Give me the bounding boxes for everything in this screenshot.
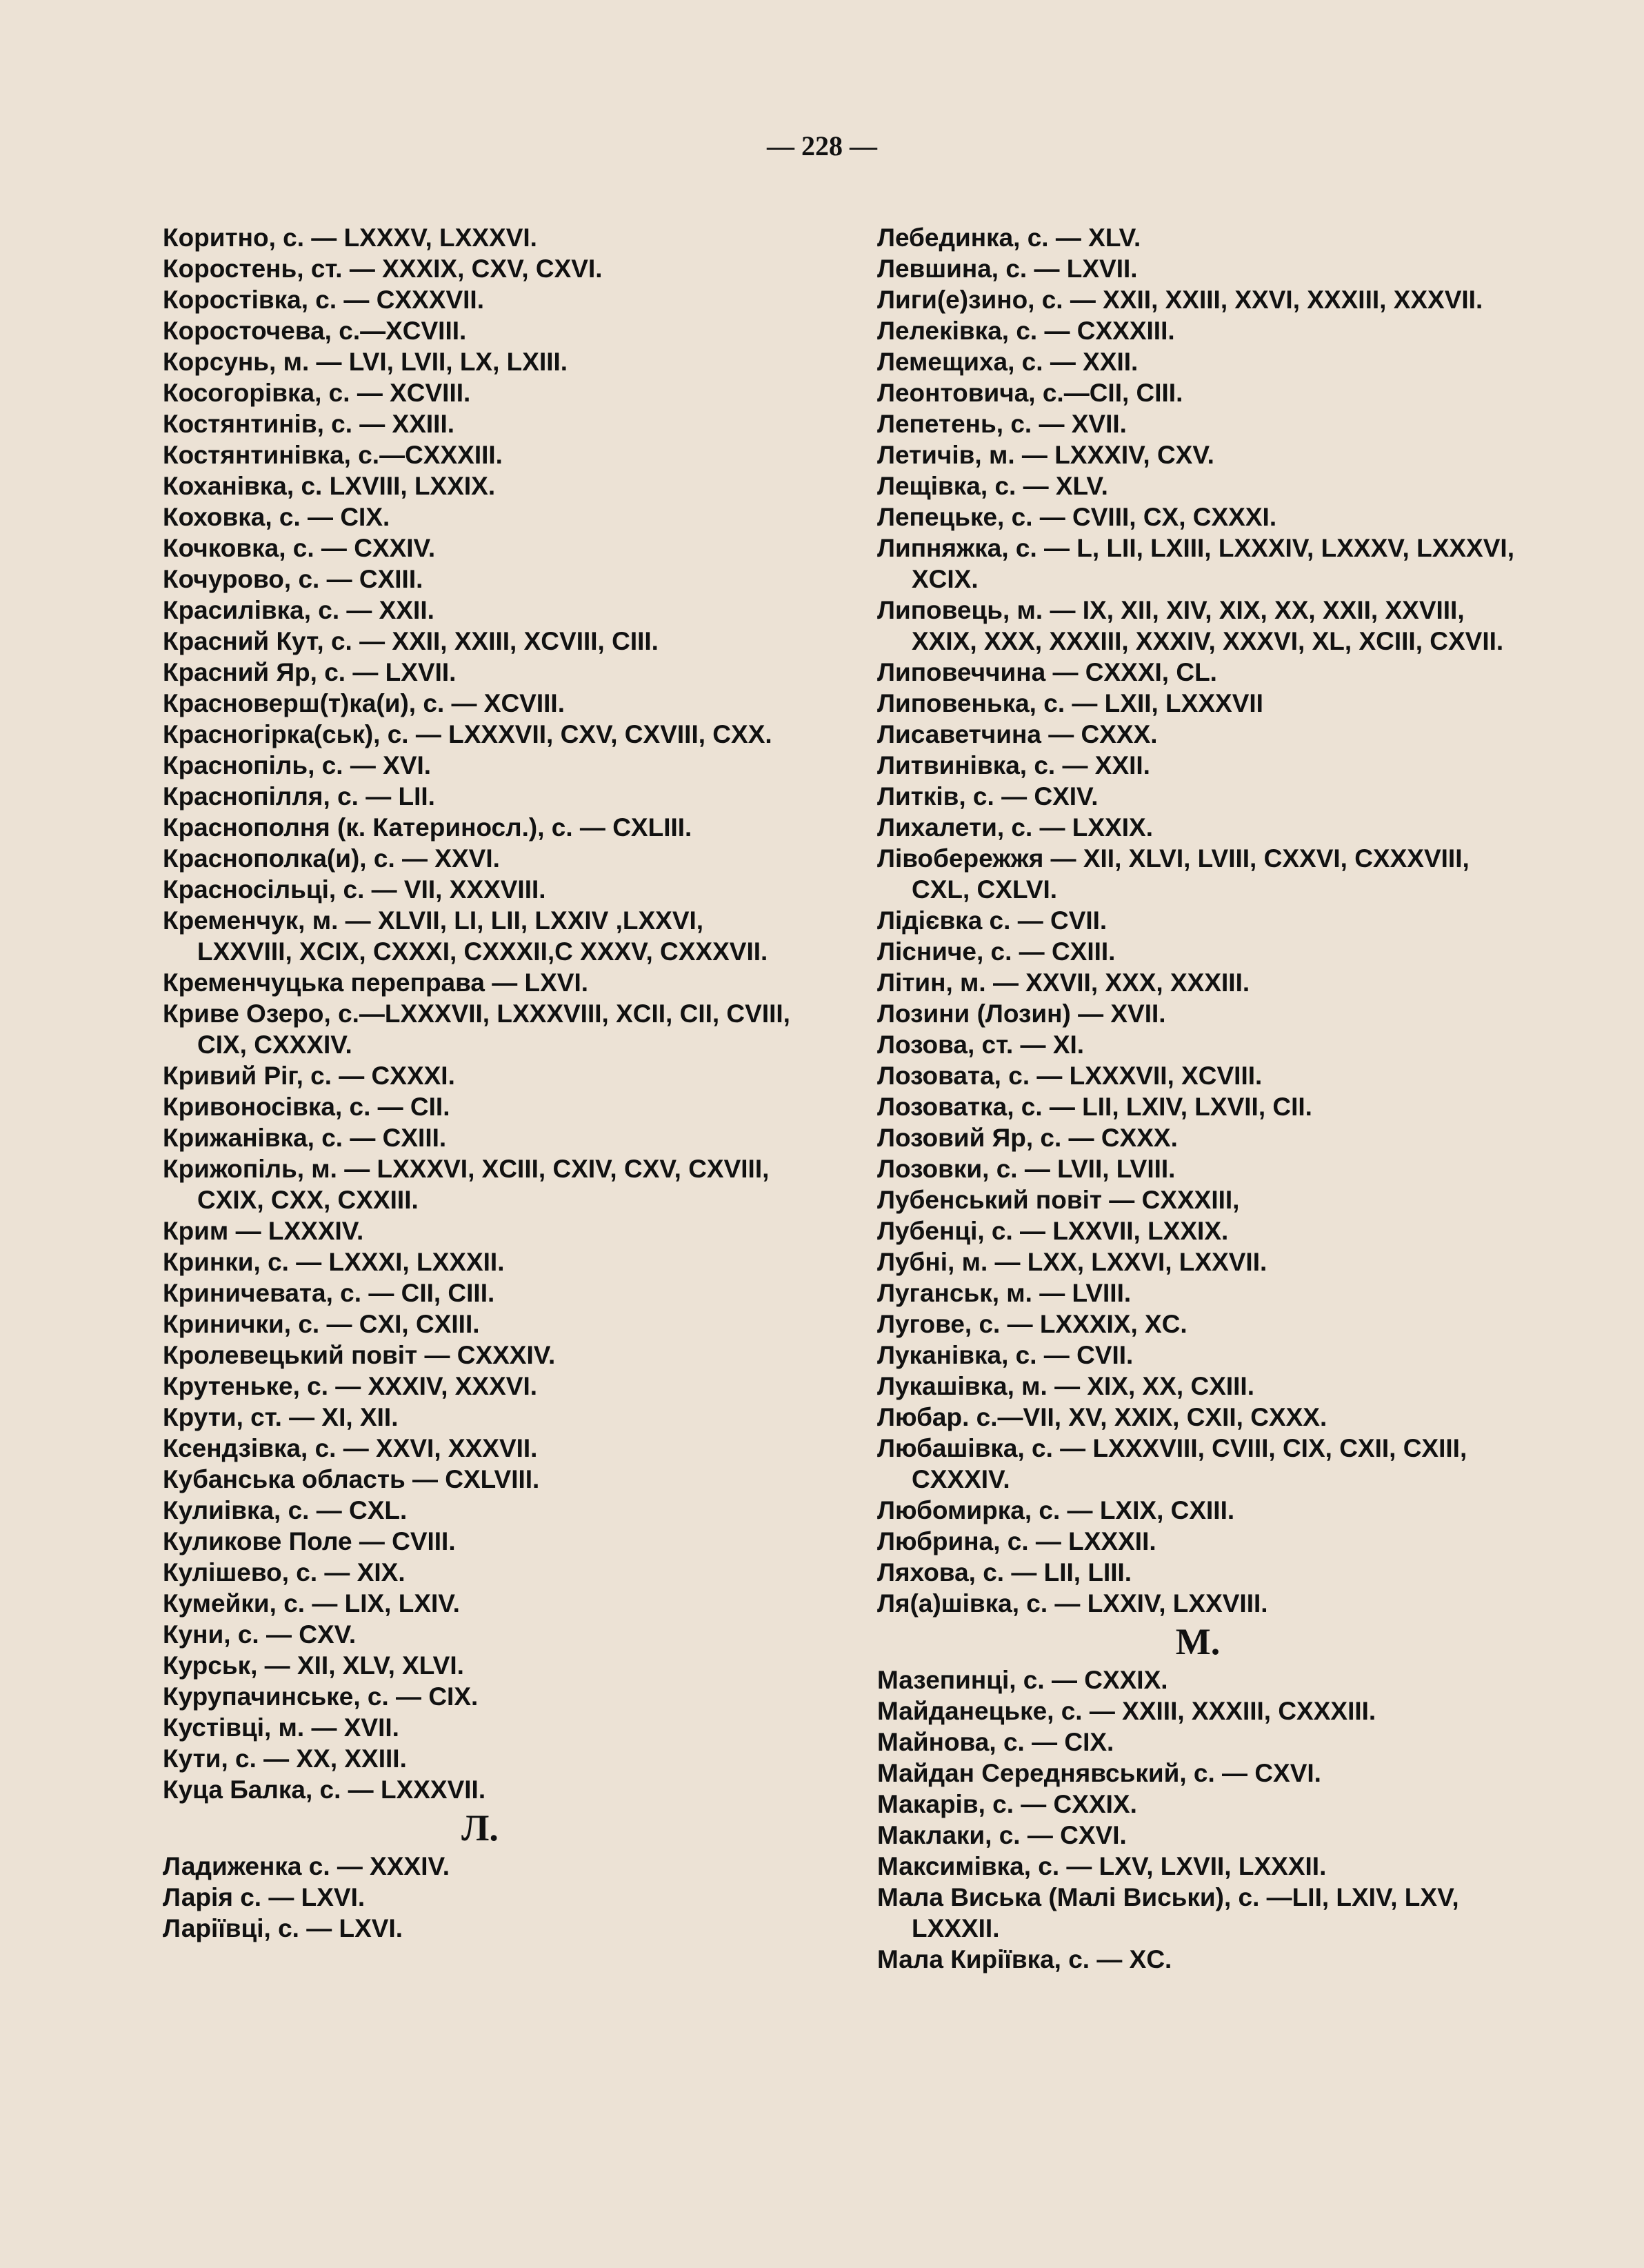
index-entry: Коритно, с. — LXXXV, LXXXVI. [163,223,537,252]
index-entry: Кременчуцька переправа — LXVI. [163,968,589,997]
index-entry: Корсунь, м. — LVI, LVII, LX, LXIII. [163,348,568,376]
index-entry: Луканівка, с. — CVII. [877,1341,1134,1369]
index-entry: Коростень, ст. — XXXIX, CXV, CXVI. [163,255,603,283]
index-entry: Любрина, с. — LXXXII. [877,1527,1156,1555]
page-number: — 228 — [767,130,877,161]
index-entry: Коханівка, с. LXVIII, LXXIX. [163,472,496,500]
index-entry: Ксендзівка, с. — XXVI, XXXVII. [163,1434,538,1462]
index-entry: Летичів, м. — LXXXIV, CXV. [877,441,1214,469]
index-entry: Лівобережжя — XII, XLVI, LVIII, CXXVI, CXXXVIII, CXL, CXLVI. [877,844,1470,904]
index-entry: Мала Киріївка, с. — XC. [877,1945,1172,1973]
index-entry: Кривоносівка, с. — CII. [163,1093,450,1121]
index-entry: Костянтинів, с. — XXIII. [163,410,455,438]
index-entry: Липняжка, с. — L, LII, LXIII, LXXXIV, LXXXV, LXXXVI, XCIX. [877,534,1514,593]
index-entry: Леонтовича, с.—CII, CIII. [877,379,1183,407]
index-entry: Кути, с. — XX, XXIII. [163,1744,407,1773]
right-column [877,222,1518,1975]
index-entry: Кумейки, с. — LIX, LXIV. [163,1589,460,1618]
index-entry: Лепетень, с. — XVII. [877,410,1127,438]
index-entry: Лугове, с. — LXXXIX, XC. [877,1310,1187,1338]
index-entry: Ларія с. — LXVI. [163,1883,365,1911]
index-entry: Кролевецький повіт — CXXXIV. [163,1341,556,1369]
index-entry: Курупачинське, с. — CIX. [163,1682,479,1711]
index-entry: Лозовата, с. — LXXXVII, XCVIII. [877,1062,1263,1090]
index-entry: Красногірка(ськ), с. — LXXXVII, CXV, CXVIII, CXX. [163,720,772,748]
index-entry: Лубні, м. — LXX, LXXVI, LXXVII. [877,1248,1267,1276]
index-entry: Липовенька, с. — LXII, LXXXVII [877,689,1263,717]
index-entry: Липовець, м. — IX, XII, XIV, XIX, XX, XXII, XXVIII, XXIX, XXX, XXXIII, XXXIV, XXXVI, XL, XCIII, CXVII. [877,596,1504,655]
section-letter-heading: М. [1175,1621,1221,1662]
index-entry: Левшина, с. — LXVII. [877,255,1138,283]
index-entry: Любар. с.—VII, XV, XXIX, CXII, CXXX. [877,1403,1327,1431]
index-entry: Липовеччина — CXXXI, CL. [877,658,1217,686]
index-entry: Куни, с. — CXV. [163,1620,357,1649]
index-entry: Любомирка, с. — LXIX, CXIII. [877,1496,1235,1524]
index-entry: Ляхова, с. — LII, LIII. [877,1558,1132,1586]
index-entry: Луганськ, м. — LVIII. [877,1279,1132,1307]
index-entry: Майнова, с. — CIX. [877,1728,1114,1756]
index-entry: Кулішево, с. — XIX. [163,1558,405,1586]
index-entry: Лубенський повіт — CXXXIII, [877,1186,1240,1214]
index-entry: Любашівка, с. — LXXXVIII, CVIII, CIX, CXII, CXIII, CXXXIV. [877,1434,1467,1493]
index-entry: Литків, с. — CXIV. [877,782,1099,810]
index-entry: Красноверш(т)ка(и), с. — XCVIII. [163,689,565,717]
index-entry: Кременчук, м. — XLVII, LI, LII, LXXIV ,LXXVI, LXXVIII, XCIX, CXXXI, CXXXII,C XXXV, CXXXVII. [163,906,768,966]
index-entry: Крижопіль, м. — LXXXVI, XCIII, CXIV, CXV, CXVIII, CXIX, CXX, CXXIII. [163,1155,770,1214]
index-entry: Кулиівка, с. — CXL. [163,1496,408,1524]
index-entry: Криве Озеро, с.—LXXXVII, LXXXVIII, XCII, CII, CVIII, CIX, CXXXIV. [163,999,790,1059]
index-entry: Лелеківка, с. — CXXXIII. [877,317,1175,345]
index-entry: Лозини (Лозин) — XVII. [877,999,1166,1028]
index-entry: Ларіївці, с. — LXVI. [163,1914,403,1942]
index-entry: Кринички, с. — CXI, CXIII. [163,1310,480,1338]
index-entry: Кочурово, с. — CXIII. [163,565,423,593]
index-entry: Красилівка, с. — XXII. [163,596,434,624]
left-column [163,222,797,1944]
index-entry: Крутеньке, с. — XXXIV, XXXVI. [163,1372,538,1400]
index-entry: Косогорівка, с. — XCVIII. [163,379,471,407]
index-entry: Лозовий Яр, с. — CXXX. [877,1124,1178,1152]
index-entry: Куца Балка, с. — LXXXVII. [163,1775,486,1804]
index-entry: Коросточева, с.—XCVIII. [163,317,467,345]
index-entry: Лихалети, с. — LXXIX. [877,813,1154,842]
index-entry: Кубанська область — CXLVIII. [163,1465,540,1493]
index-entry: Крижанівка, с. — CXIII. [163,1124,447,1152]
index-entry: Максимівка, с. — LXV, LXVII, LXXXII. [877,1852,1327,1880]
section-letter-heading: Л. [461,1807,499,1849]
index-entry: Криничевата, с. — CII, CIII. [163,1279,495,1307]
index-entry: Лепецьке, с. — CVIII, CX, CXXXI. [877,503,1277,531]
index-entry: Кустівці, м. — XVII. [163,1713,399,1742]
index-entry: Лемещиха, с. — XXII. [877,348,1139,376]
index-entry: Лисаветчина — CXXX. [877,720,1158,748]
index-entry: Лідієвка с. — CVII. [877,906,1107,935]
index-entry: Майданецьке, с. — XXIII, XXXIII, CXXXIII. [877,1697,1376,1725]
index-entry: Літин, м. — XXVII, XXX, XXXIII. [877,968,1250,997]
index-entry: Лісниче, с. — CXIII. [877,937,1116,966]
index-entry: Лукашівка, м. — XIX, XX, CXIII. [877,1372,1254,1400]
index-entry: Коховка, с. — CIX. [163,503,390,531]
index-entry: Майдан Середнявський, с. — CXVI. [877,1759,1321,1787]
index-entry: Макарів, с. — CXXIX. [877,1790,1137,1818]
index-entry: Краснополня (к. Катериносл.), с. — CXLIII. [163,813,692,842]
index-entry: Костянтинівка, с.—CXXXIII. [163,441,503,469]
index-entry: Кривий Ріг, с. — CXXXI. [163,1062,455,1090]
index-entry: Лещівка, с. — XLV. [877,472,1108,500]
index-entry: Лозовки, с. — LVII, LVIII. [877,1155,1176,1183]
index-entry: Краснополка(и), с. — XXVI. [163,844,500,873]
index-entry: Куликове Поле — CVIII. [163,1527,456,1555]
index-entry: Кринки, с. — LXXXI, LXXXII. [163,1248,505,1276]
index-entry: Лубенці, с. — LXXVII, LXXIX. [877,1217,1229,1245]
index-entry: Красний Яр, с. — LXVII. [163,658,457,686]
index-entry: Красносільці, с. — VII, XXXVIII. [163,875,546,904]
index-entry: Лиги(е)зино, с. — XXII, XXIII, XXVI, XXXIII, XXXVII. [877,286,1483,314]
index-entry: Маклаки, с. — CXVI. [877,1821,1127,1849]
index-entry: Мала Виська (Малі Виськи), с. —LII, LXIV, LXV, LXXXII. [877,1883,1459,1942]
index-entry: Лебединка, с. — XLV. [877,223,1141,252]
index-entry: Литвинівка, с. — XXII. [877,751,1150,779]
index-entry: Ля(а)шівка, с. — LXXIV, LXXVIII. [877,1589,1268,1618]
index-entry: Кочковка, с. — CXXIV. [163,534,436,562]
index-entry: Крим — LXXXIV. [163,1217,364,1245]
index-entry: Красний Кут, с. — XXII, XXIII, XCVIII, CIII. [163,627,659,655]
index-entry: Крути, ст. — XI, XII. [163,1403,399,1431]
index-entry: Лозоватка, с. — LII, LXIV, LXVII, CII. [877,1093,1312,1121]
index-entry: Коростівка, с. — CXXXVII. [163,286,484,314]
index-entry: Лозова, ст. — XI. [877,1031,1085,1059]
index-entry: Курськ, — XII, XLV, XLVI. [163,1651,464,1680]
index-entry: Краснопілля, с. — LII. [163,782,435,810]
index-entry: Мазепинці, с. — CXXIX. [877,1666,1168,1694]
index-entry: Ладиженка с. — XXXIV. [163,1852,450,1880]
index-entry: Краснопіль, с. — XVI. [163,751,432,779]
